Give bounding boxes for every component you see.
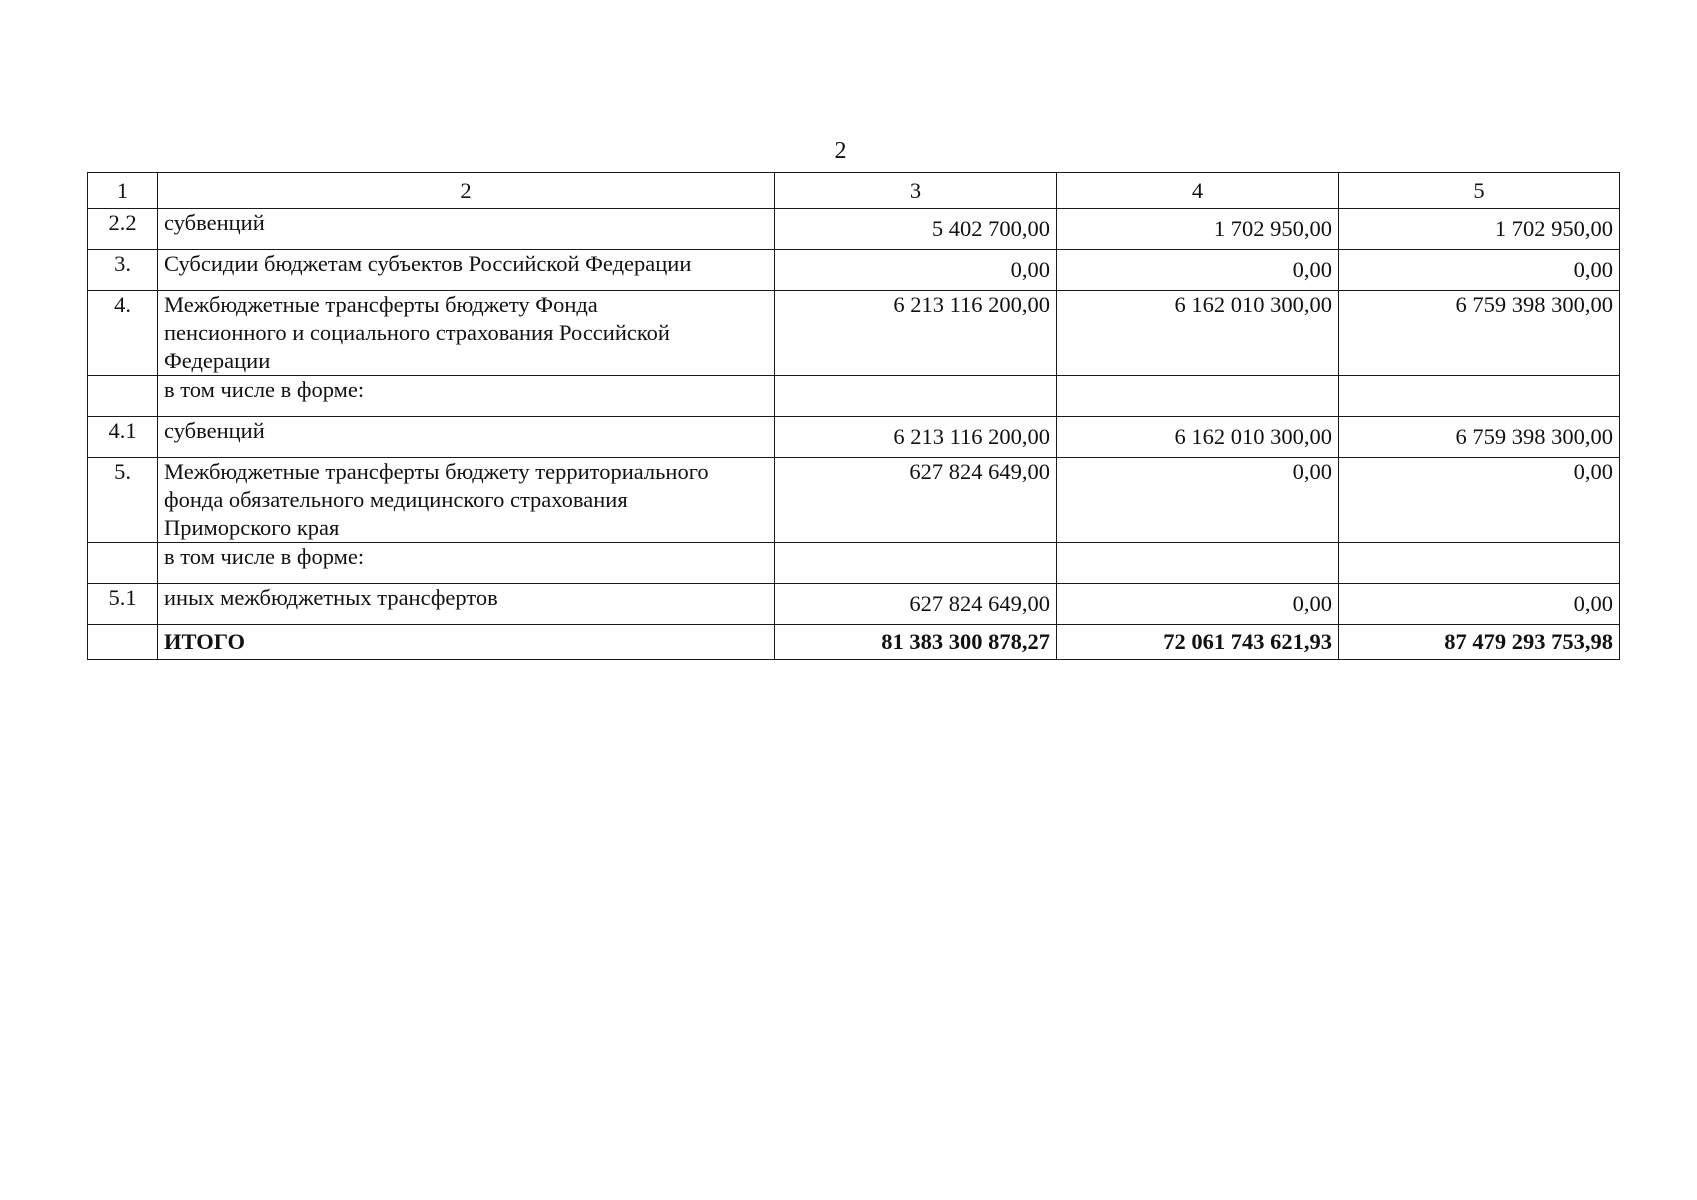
row-value-col3: 627 824 649,00 bbox=[775, 584, 1057, 625]
row-number: 4. bbox=[88, 291, 158, 376]
row-name-line: Межбюджетные трансферты бюджету Фонда bbox=[164, 292, 598, 317]
page-number bbox=[0, 138, 1697, 164]
row-value-col4 bbox=[1057, 543, 1339, 584]
row-value-col5: 6 759 398 300,00 bbox=[1339, 417, 1620, 458]
table-row bbox=[88, 458, 1620, 543]
table-row bbox=[88, 250, 1620, 291]
row-number: 3. bbox=[88, 250, 158, 291]
row-value-col5: 0,00 bbox=[1339, 584, 1620, 625]
row-name: субвенций bbox=[158, 417, 775, 458]
row-value-col5 bbox=[1339, 376, 1620, 417]
row-name bbox=[158, 458, 775, 543]
row-number bbox=[88, 543, 158, 584]
row-value-col5: 6 759 398 300,00 bbox=[1339, 291, 1620, 376]
table-row bbox=[88, 291, 1620, 376]
row-value-col3: 627 824 649,00 bbox=[775, 458, 1057, 543]
header-cell: 3 bbox=[775, 173, 1057, 209]
row-name: Субсидии бюджетам субъектов Российской Федерации bbox=[158, 250, 775, 291]
row-name-line: Приморского края bbox=[164, 515, 340, 540]
total-value-col4: 72 061 743 621,93 bbox=[1057, 625, 1339, 660]
row-value-col5: 0,00 bbox=[1339, 458, 1620, 543]
row-name-line: Федерации bbox=[164, 348, 271, 373]
row-value-col4: 6 162 010 300,00 bbox=[1057, 291, 1339, 376]
header-cell: 1 bbox=[88, 173, 158, 209]
row-number: 5.1 bbox=[88, 584, 158, 625]
row-value-col3 bbox=[775, 376, 1057, 417]
row-number: 2.2 bbox=[88, 209, 158, 250]
total-row bbox=[88, 625, 1620, 660]
row-name: в том числе в форме: bbox=[158, 543, 775, 584]
row-name-line: пенсионного и социального страхования Российской bbox=[164, 320, 670, 345]
row-value-col3: 5 402 700,00 bbox=[775, 209, 1057, 250]
row-name: в том числе в форме: bbox=[158, 376, 775, 417]
row-value-col4 bbox=[1057, 376, 1339, 417]
header-cell: 5 bbox=[1339, 173, 1620, 209]
row-name: субвенций bbox=[158, 209, 775, 250]
row-value-col3: 6 213 116 200,00 bbox=[775, 417, 1057, 458]
row-name: иных межбюджетных трансфертов bbox=[158, 584, 775, 625]
table-row bbox=[88, 417, 1620, 458]
row-value-col4: 1 702 950,00 bbox=[1057, 209, 1339, 250]
table-row bbox=[88, 209, 1620, 250]
row-name-line: фонда обязательного медицинского страхования bbox=[164, 487, 628, 512]
row-name bbox=[158, 291, 775, 376]
table-row bbox=[88, 376, 1620, 417]
row-value-col3 bbox=[775, 543, 1057, 584]
table-row bbox=[88, 543, 1620, 584]
row-name-line: Межбюджетные трансферты бюджету территориального bbox=[164, 459, 709, 484]
row-value-col3: 0,00 bbox=[775, 250, 1057, 291]
total-value-col3: 81 383 300 878,27 bbox=[775, 625, 1057, 660]
row-value-col5 bbox=[1339, 543, 1620, 584]
row-number: 4.1 bbox=[88, 417, 158, 458]
row-value-col4: 0,00 bbox=[1057, 584, 1339, 625]
row-value-col5: 1 702 950,00 bbox=[1339, 209, 1620, 250]
header-cell: 2 bbox=[158, 173, 775, 209]
row-value-col4: 0,00 bbox=[1057, 250, 1339, 291]
row-value-col3: 6 213 116 200,00 bbox=[775, 291, 1057, 376]
total-number bbox=[88, 625, 158, 660]
row-value-col5: 0,00 bbox=[1339, 250, 1620, 291]
budget-table bbox=[87, 172, 1620, 660]
total-value-col5: 87 479 293 753,98 bbox=[1339, 625, 1620, 660]
page-number-text: 2 bbox=[834, 138, 847, 164]
table-header-row bbox=[88, 173, 1620, 209]
row-value-col4: 6 162 010 300,00 bbox=[1057, 417, 1339, 458]
table-row bbox=[88, 584, 1620, 625]
row-value-col4: 0,00 bbox=[1057, 458, 1339, 543]
total-label: ИТОГО bbox=[158, 625, 775, 660]
header-cell: 4 bbox=[1057, 173, 1339, 209]
row-number: 5. bbox=[88, 458, 158, 543]
row-number bbox=[88, 376, 158, 417]
